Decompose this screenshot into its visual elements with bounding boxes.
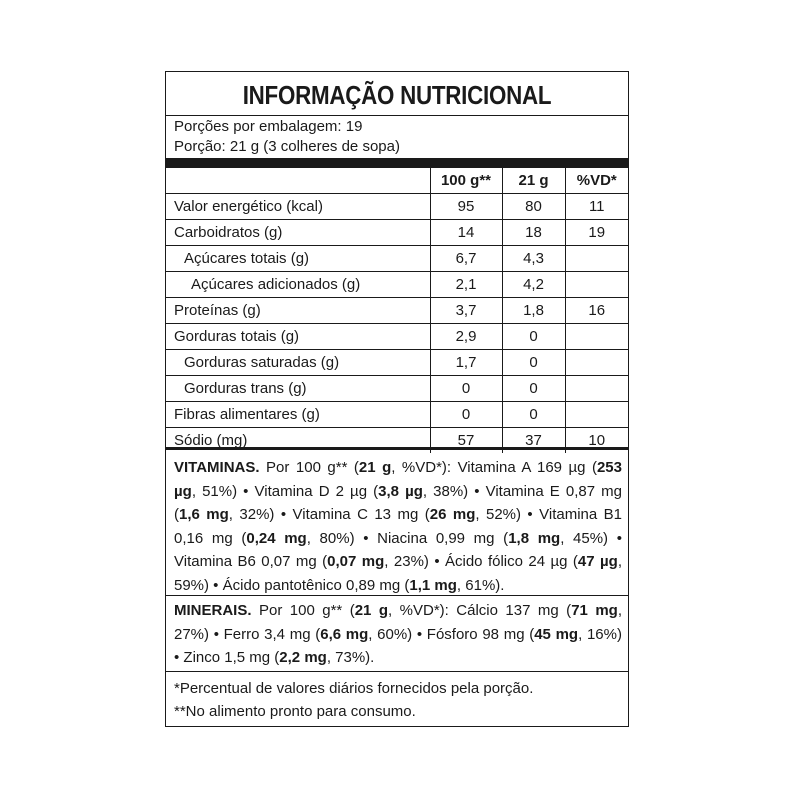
minerals-bold-segment: 21 g bbox=[354, 602, 389, 619]
vitamins-text-segment: , 32%) • Vitamina C 13 mg ( bbox=[228, 506, 430, 523]
value-per-100g: 95 bbox=[430, 194, 502, 220]
value-per-portion: 4,3 bbox=[502, 246, 565, 272]
table-row bbox=[166, 376, 628, 402]
value-per-100g: 14 bbox=[430, 220, 502, 246]
header-label bbox=[166, 168, 430, 194]
value-per-portion: 0 bbox=[502, 376, 565, 402]
nutrient-label: Gorduras trans (g) bbox=[166, 376, 430, 402]
vitamins-bold-segment: 0,07 mg bbox=[327, 553, 385, 570]
vitamins-text-segment: , 61%). bbox=[456, 576, 505, 594]
nutrient-label: Proteínas (g) bbox=[166, 298, 430, 324]
minerals-bold-segment: 71 mg bbox=[571, 602, 618, 619]
thick-divider bbox=[166, 158, 628, 168]
nutrition-table-body bbox=[166, 194, 628, 454]
value-per-100g: 6,7 bbox=[430, 246, 502, 272]
table-row bbox=[166, 246, 628, 272]
footnote-daily-values: *Percentual de valores diários fornecidos pela porção. bbox=[174, 680, 534, 697]
value-per-100g: 2,1 bbox=[430, 272, 502, 298]
minerals-text-segment: , %VD*): Cálcio 137 mg ( bbox=[388, 602, 572, 619]
nutrient-label: Gorduras totais (g) bbox=[166, 324, 430, 350]
minerals-bold-segment: 6,6 mg bbox=[320, 625, 369, 643]
vitamins-bold-segment: 253 µg bbox=[174, 459, 622, 500]
value-per-portion: 18 bbox=[502, 220, 565, 246]
value-per-portion: 0 bbox=[502, 402, 565, 428]
nutrient-label: Sódio (mg) bbox=[166, 428, 430, 454]
vitamins-text-segment: , 59%) • Ácido pantotênico 0,89 mg ( bbox=[174, 553, 622, 594]
minerals-bold-segment: MINERAIS. bbox=[174, 602, 252, 619]
vitamins-bold-segment: 21 g bbox=[358, 459, 392, 476]
table-row bbox=[166, 298, 628, 324]
vitamins-text-segment: , %VD*): Vitamina A 169 µg ( bbox=[391, 459, 597, 476]
minerals-bold-segment: 45 mg bbox=[534, 625, 579, 643]
minerals-divider bbox=[166, 595, 628, 596]
vitamins-bold-segment: 1,8 mg bbox=[508, 529, 561, 547]
value-per-100g: 2,9 bbox=[430, 324, 502, 350]
header-per-100g: 100 g** bbox=[430, 168, 502, 194]
header-per-portion: 21 g bbox=[502, 168, 565, 194]
serving-size: Porção: 21 g (3 colheres de sopa) bbox=[174, 138, 400, 155]
value-daily-percent bbox=[565, 246, 628, 272]
nutrient-label: Carboidratos (g) bbox=[166, 220, 430, 246]
value-per-portion: 1,8 bbox=[502, 298, 565, 324]
minerals-text-segment: , 27%) • Ferro 3,4 mg ( bbox=[174, 602, 622, 643]
table-row bbox=[166, 324, 628, 350]
table-row bbox=[166, 220, 628, 246]
minerals-paragraph bbox=[174, 599, 622, 670]
vitamins-bold-segment: 0,24 mg bbox=[246, 529, 307, 547]
value-daily-percent bbox=[565, 376, 628, 402]
vitamins-text-segment: , 23%) • Ácido fólico 24 µg ( bbox=[384, 553, 578, 570]
vitamins-text-segment: , 52%) • Vitamina B1 0,16 mg ( bbox=[174, 506, 622, 547]
nutrient-label: Gorduras saturadas (g) bbox=[166, 350, 430, 376]
nutrition-table bbox=[166, 168, 628, 453]
nutrient-label: Açúcares adicionados (g) bbox=[166, 272, 430, 298]
vitamins-bold-segment: VITAMINAS. bbox=[174, 459, 260, 476]
minerals-text-segment: , 60%) • Fósforo 98 mg ( bbox=[368, 625, 535, 643]
value-daily-percent: 19 bbox=[565, 220, 628, 246]
footnote-ready-to-eat: **No alimento pronto para consumo. bbox=[174, 703, 416, 720]
vitamins-bold-segment: 26 mg bbox=[429, 506, 476, 523]
value-daily-percent: 11 bbox=[565, 194, 628, 220]
nutrient-label: Açúcares totais (g) bbox=[166, 246, 430, 272]
table-row bbox=[166, 350, 628, 376]
value-daily-percent bbox=[565, 350, 628, 376]
nutrient-label: Valor energético (kcal) bbox=[166, 194, 430, 220]
table-header-row bbox=[166, 168, 628, 194]
value-per-100g: 57 bbox=[430, 428, 502, 454]
table-row bbox=[166, 272, 628, 298]
value-per-100g: 0 bbox=[430, 376, 502, 402]
panel-title: INFORMAÇÃO NUTRICIONAL bbox=[242, 80, 552, 110]
vitamins-text-segment: , 45%) • Vitamina B6 0,07 mg ( bbox=[174, 529, 622, 570]
value-per-100g: 3,7 bbox=[430, 298, 502, 324]
value-daily-percent bbox=[565, 324, 628, 350]
value-per-portion: 0 bbox=[502, 324, 565, 350]
footnote-divider bbox=[166, 671, 628, 672]
header-daily-value: %VD* bbox=[565, 168, 628, 194]
minerals-text-segment: Por 100 g** ( bbox=[251, 602, 355, 619]
value-per-portion: 0 bbox=[502, 350, 565, 376]
value-daily-percent: 10 bbox=[565, 428, 628, 454]
value-per-100g: 0 bbox=[430, 402, 502, 428]
value-per-100g: 1,7 bbox=[430, 350, 502, 376]
value-per-portion: 37 bbox=[502, 428, 565, 454]
vitamins-text-segment: , 38%) • Vitamina E 0,87 mg ( bbox=[174, 482, 622, 523]
nutrition-facts-panel bbox=[165, 71, 629, 727]
value-daily-percent: 16 bbox=[565, 298, 628, 324]
value-daily-percent bbox=[565, 272, 628, 298]
minerals-text-segment: , 73%). bbox=[326, 649, 375, 666]
vitamins-bold-segment: 47 µg bbox=[577, 553, 618, 570]
value-per-portion: 80 bbox=[502, 194, 565, 220]
vitamins-text-segment: , 80%) • Niacina 0,99 mg ( bbox=[306, 529, 509, 547]
title-divider bbox=[166, 115, 628, 116]
minerals-text-segment: , 16%) • Zinco 1,5 mg ( bbox=[174, 625, 622, 666]
vitamins-bold-segment: 3,8 µg bbox=[378, 482, 423, 500]
minerals-bold-segment: 2,2 mg bbox=[279, 649, 327, 666]
table-row bbox=[166, 402, 628, 428]
servings-per-package: Porções por embalagem: 19 bbox=[174, 118, 363, 135]
vitamins-paragraph bbox=[174, 456, 622, 597]
vitamins-text-segment: , 51%) • Vitamina D 2 µg ( bbox=[191, 482, 379, 500]
vitamins-bold-segment: 1,1 mg bbox=[409, 576, 457, 594]
vitamins-text-segment: Por 100 g** ( bbox=[259, 459, 359, 476]
nutrient-label: Fibras alimentares (g) bbox=[166, 402, 430, 428]
vitamins-bold-segment: 1,6 mg bbox=[179, 506, 229, 523]
value-per-portion: 4,2 bbox=[502, 272, 565, 298]
table-row bbox=[166, 194, 628, 220]
vitamins-divider bbox=[166, 447, 628, 450]
value-daily-percent bbox=[565, 402, 628, 428]
